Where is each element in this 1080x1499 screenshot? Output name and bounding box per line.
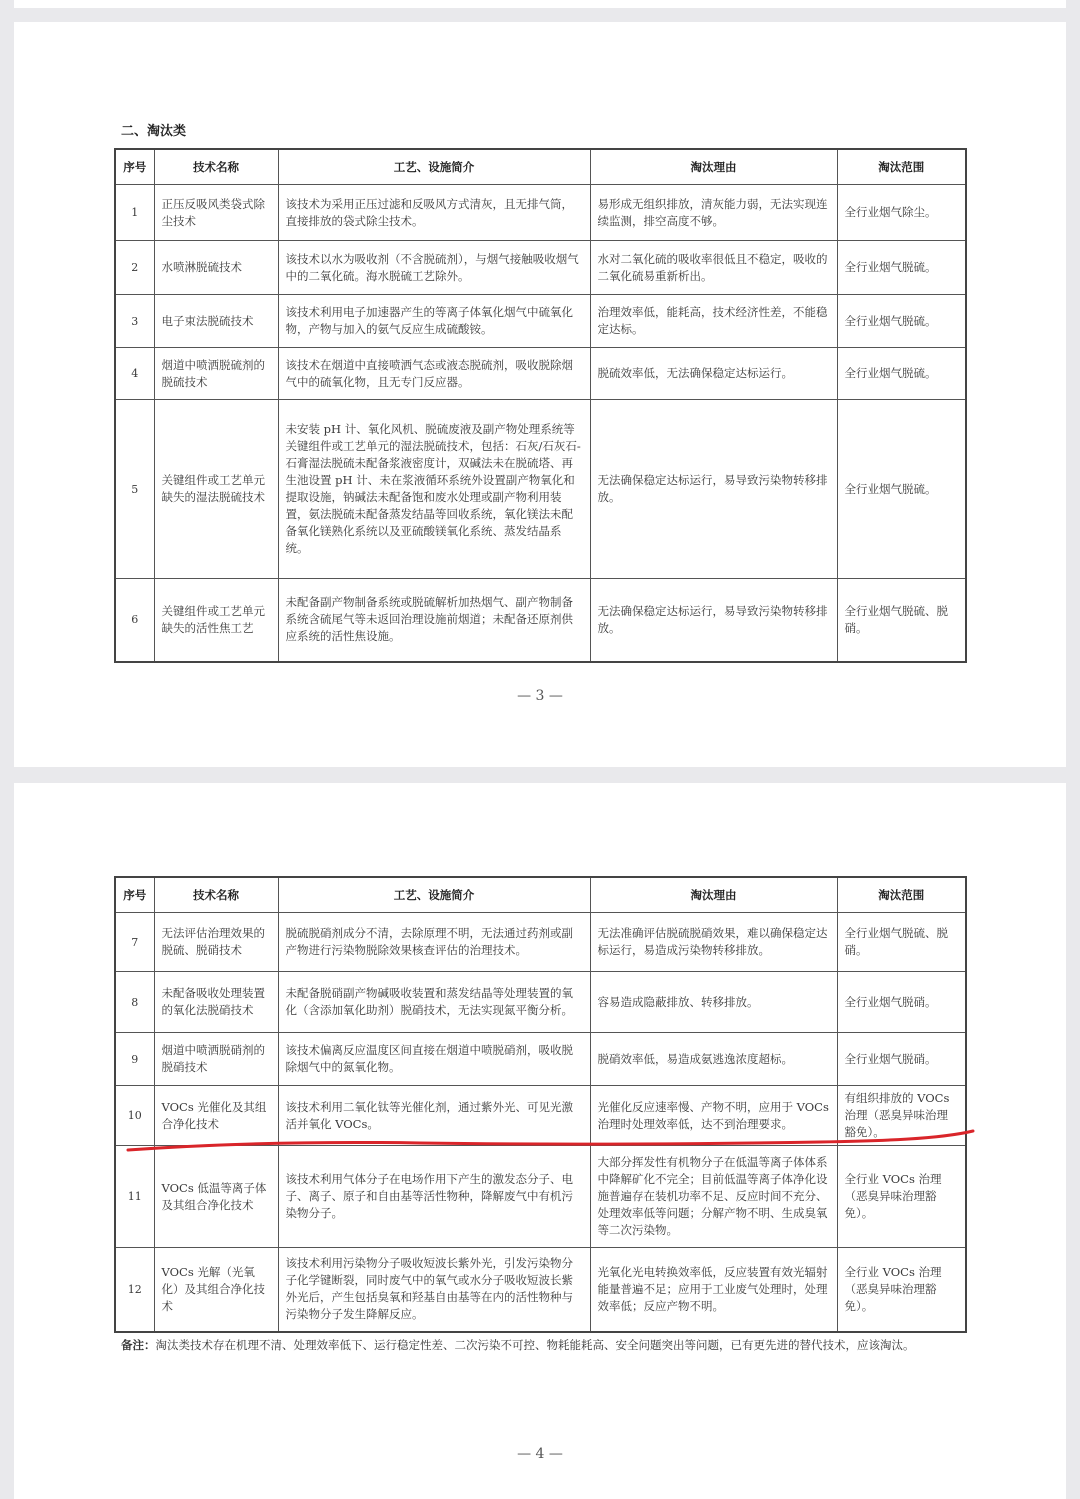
- technology-name: 无法评估治理效果的脱硫、脱硝技术: [154, 913, 278, 972]
- phase-out-table-part1: [114, 148, 967, 663]
- process-intro: 该技术利用气体分子在电场作用下产生的激发态分子、电子、离子、原子和自由基等活性物种，降解废气中有机污染物分子。: [278, 1146, 590, 1248]
- phase-out-reason: 大部分挥发性有机物分子在低温等离子体体系中降解矿化不完全；目前低温等离子体净化设施普遍存在装机功率不足、反应时间不充分、处理效率低等问题；分解产物不明、生成臭氧等二次污染物。: [590, 1146, 837, 1248]
- phase-out-reason: 无法确保稳定达标运行，易导致污染物转移排放。: [590, 400, 837, 579]
- technology-name: 关键组件或工艺单元缺失的活性焦工艺: [154, 579, 278, 662]
- note-text: 淘汰类技术存在机理不清、处理效率低下、运行稳定性差、二次污染不可控、物耗能耗高、安全问题突出等问题，已有更先进的替代技术，应该淘汰。: [155, 1338, 915, 1352]
- phase-out-scope: 全行业烟气脱硝。: [837, 1033, 966, 1086]
- process-intro: 该技术在烟道中直接喷洒气态或液态脱硫剂，吸收脱除烟气中的硫氧化物，且无专门反应器。: [278, 348, 590, 400]
- technology-name: VOCs 低温等离子体及其组合净化技术: [154, 1146, 278, 1248]
- phase-out-reason: 治理效率低，能耗高，技术经济性差，不能稳定达标。: [590, 295, 837, 348]
- row-number: 5: [115, 400, 154, 579]
- table-row: [115, 295, 966, 348]
- table-row: [115, 1086, 966, 1146]
- phase-out-reason: 光氧化光电转换效率低，反应装置有效光辐射能量普遍不足；应用于工业废气处理时，处理效率低；反应产物不明。: [590, 1248, 837, 1332]
- process-intro: 未配备脱硝副产物碱吸收装置和蒸发结晶等处理装置的氧化（含添加氧化助剂）脱硝技术，无法实现氮平衡分析。: [278, 972, 590, 1033]
- process-intro: 未配备副产物制备系统或脱硫解析加热烟气、副产物制备系统含硫尾气等未返回治理设施前烟道；未配备还原剂供应系统的活性焦设施。: [278, 579, 590, 662]
- table-row: [115, 913, 966, 972]
- phase-out-reason: 光催化反应速率慢、产物不明，应用于 VOCs 治理时处理效率低，达不到治理要求。: [590, 1086, 837, 1146]
- document-page-4: [14, 783, 1066, 1499]
- phase-out-scope: 全行业 VOCs 治理（恶臭异味治理豁免）。: [837, 1248, 966, 1332]
- table-row: [115, 1248, 966, 1332]
- header-intro: 工艺、设施简介: [278, 877, 590, 913]
- phase-out-scope: 全行业烟气脱硫、脱硝。: [837, 579, 966, 662]
- page-number: — 3 —: [517, 688, 563, 704]
- table-row: [115, 400, 966, 579]
- table-row: [115, 241, 966, 295]
- table-note: [121, 1337, 971, 1354]
- note-label: 备注：: [121, 1338, 156, 1352]
- row-number: 9: [115, 1033, 154, 1086]
- table-row: [115, 972, 966, 1033]
- technology-name: 烟道中喷洒脱硫剂的脱硫技术: [154, 348, 278, 400]
- header-name: 技术名称: [154, 149, 278, 185]
- phase-out-scope: 全行业烟气脱硫。: [837, 241, 966, 295]
- process-intro: 该技术偏离反应温度区间直接在烟道中喷脱硝剂，吸收脱除烟气中的氮氧化物。: [278, 1033, 590, 1086]
- row-number: 4: [115, 348, 154, 400]
- process-intro: 该技术以水为吸收剂（不含脱硫剂），与烟气接触吸收烟气中的二氧化硫。海水脱硫工艺除外。: [278, 241, 590, 295]
- header-reason: 淘汰理由: [590, 149, 837, 185]
- section-title: 二、淘汰类: [121, 124, 187, 139]
- table-row: [115, 579, 966, 662]
- phase-out-scope: 全行业烟气脱硫。: [837, 295, 966, 348]
- technology-name: 正压反吸风类袋式除尘技术: [154, 185, 278, 241]
- table-row: [115, 185, 966, 241]
- technology-name: VOCs 光催化及其组合净化技术: [154, 1086, 278, 1146]
- phase-out-reason: 易形成无组织排放，清灰能力弱，无法实现连续监测，排空高度不够。: [590, 185, 837, 241]
- header-intro: 工艺、设施简介: [278, 149, 590, 185]
- process-intro: 该技术利用电子加速器产生的等离子体氧化烟气中硫氧化物，产物与加入的氨气反应生成硫酸铵。: [278, 295, 590, 348]
- process-intro: 脱硫脱硝剂成分不清，去除原理不明，无法通过药剂或副产物进行污染物脱除效果核查评估的治理技术。: [278, 913, 590, 972]
- document-page-3: [14, 22, 1066, 767]
- technology-name: 电子束法脱硫技术: [154, 295, 278, 348]
- process-intro: 未安装 pH 计、氧化风机、脱硫废液及副产物处理系统等关键组件或工艺单元的湿法脱硫技术，包括：石灰/石灰石-石膏湿法脱硫未配备浆液密度计，双碱法未在脱硫塔、再生池设置 pH 计、未在浆液循环系统外设置副产物氧化和提取设施，钠碱法未配备饱和废水处理或副产物利用装置，氨法脱硫未配备蒸发结晶等回收系统，氧化镁法未配备氧化镁熟化系统以及亚硫酸镁氧化系统、蒸发结晶系统。: [278, 400, 590, 579]
- phase-out-scope: 全行业烟气除尘。: [837, 185, 966, 241]
- row-number: 8: [115, 972, 154, 1033]
- phase-out-reason: 脱硝效率低，易造成氨逃逸浓度超标。: [590, 1033, 837, 1086]
- process-intro: 该技术利用污染物分子吸收短波长紫外光，引发污染物分子化学键断裂，同时废气中的氧气或水分子吸收短波长紫外光后，产生包括臭氧和羟基自由基等在内的活性物种与污染物分子发生降解反应。: [278, 1248, 590, 1332]
- phase-out-scope: 有组织排放的 VOCs 治理（恶臭异味治理豁免）。: [837, 1086, 966, 1146]
- table-row: [115, 348, 966, 400]
- phase-out-reason: 水对二氧化硫的吸收率很低且不稳定，吸收的二氧化硫易重新析出。: [590, 241, 837, 295]
- phase-out-scope: 全行业烟气脱硝。: [837, 972, 966, 1033]
- phase-out-reason: 脱硫效率低，无法确保稳定达标运行。: [590, 348, 837, 400]
- header-scope: 淘汰范围: [837, 149, 966, 185]
- technology-name: VOCs 光解（光氧化）及其组合净化技术: [154, 1248, 278, 1332]
- table-row: [115, 1146, 966, 1248]
- header-no: 序号: [115, 877, 154, 913]
- page-number: — 4 —: [517, 1446, 563, 1462]
- header-reason: 淘汰理由: [590, 877, 837, 913]
- phase-out-reason: 无法准确评估脱硫脱硝效果，难以确保稳定达标运行，易造成污染物转移排放。: [590, 913, 837, 972]
- row-number: 6: [115, 579, 154, 662]
- table-row: [115, 1033, 966, 1086]
- row-number: 1: [115, 185, 154, 241]
- header-no: 序号: [115, 149, 154, 185]
- header-scope: 淘汰范围: [837, 877, 966, 913]
- previous-page-edge: [14, 0, 1066, 8]
- process-intro: 该技术为采用正压过滤和反吸风方式清灰，且无排气筒，直接排放的袋式除尘技术。: [278, 185, 590, 241]
- technology-name: 未配备吸收处理装置的氧化法脱硝技术: [154, 972, 278, 1033]
- row-number: 3: [115, 295, 154, 348]
- table-header-row: [115, 149, 966, 185]
- header-name: 技术名称: [154, 877, 278, 913]
- row-number: 7: [115, 913, 154, 972]
- phase-out-scope: 全行业 VOCs 治理（恶臭异味治理豁免）。: [837, 1146, 966, 1248]
- phase-out-reason: 无法确保稳定达标运行，易导致污染物转移排放。: [590, 579, 837, 662]
- technology-name: 烟道中喷洒脱硝剂的脱硝技术: [154, 1033, 278, 1086]
- phase-out-table-part2: [114, 876, 967, 1333]
- phase-out-reason: 容易造成隐蔽排放、转移排放。: [590, 972, 837, 1033]
- phase-out-scope: 全行业烟气脱硫。: [837, 400, 966, 579]
- row-number: 12: [115, 1248, 154, 1332]
- table-header-row: [115, 877, 966, 913]
- row-number: 10: [115, 1086, 154, 1146]
- phase-out-scope: 全行业烟气脱硫、脱硝。: [837, 913, 966, 972]
- technology-name: 水喷淋脱硫技术: [154, 241, 278, 295]
- phase-out-scope: 全行业烟气脱硫。: [837, 348, 966, 400]
- row-number: 11: [115, 1146, 154, 1248]
- process-intro: 该技术利用二氧化钛等光催化剂，通过紫外光、可见光激活并氧化 VOCs。: [278, 1086, 590, 1146]
- row-number: 2: [115, 241, 154, 295]
- technology-name: 关键组件或工艺单元缺失的湿法脱硫技术: [154, 400, 278, 579]
